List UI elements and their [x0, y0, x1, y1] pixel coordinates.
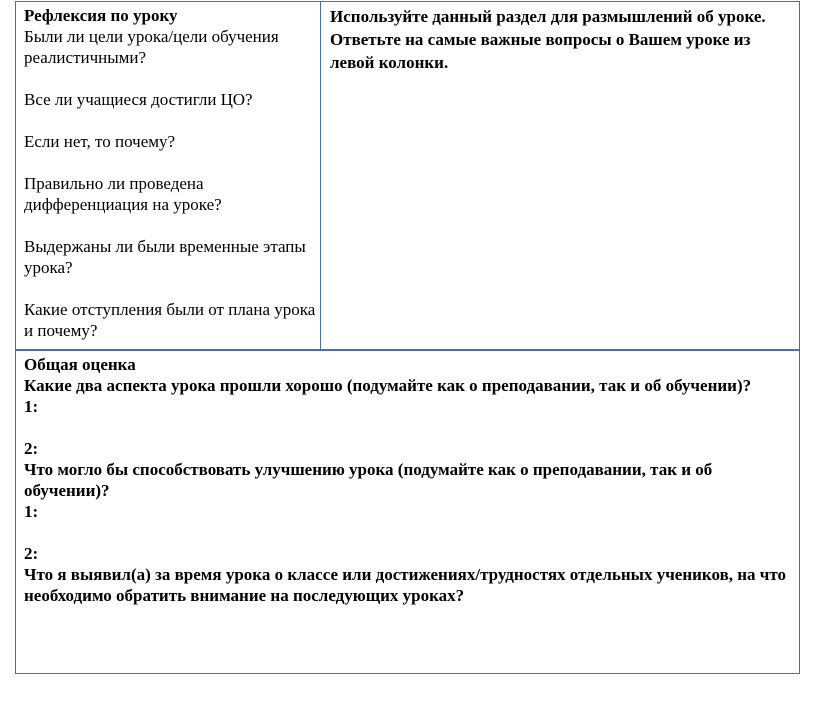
reflection-questions-cell — [16, 2, 321, 349]
reflection-question: Если нет, то почему? — [24, 132, 176, 151]
reflection-table — [15, 1, 800, 674]
reflection-question: Выдержаны ли были временные этапы урока? — [24, 237, 306, 277]
blank-line — [24, 417, 789, 438]
reflection-instruction: Используйте данный раздел для размышлений об уроке. Ответьте на самые важные вопросы о Вашем уроке из левой колонки. — [330, 7, 766, 72]
reflection-question: Были ли цели урока/цели обучения реалистичными? — [24, 27, 279, 67]
answer-slot-2-2: 2: — [24, 544, 39, 563]
answer-slot-1-2: 2: — [24, 439, 39, 458]
reflection-title: Рефлексия по уроку — [24, 6, 178, 25]
reflection-question: Все ли учащиеся достигли ЦО? — [24, 90, 253, 109]
overall-question-2: Что могло бы способствовать улучшению урока (подумайте как о преподавании, так и об обучении)? — [24, 460, 713, 500]
reflection-question: Какие отступления были от плана урока и почему? — [24, 300, 316, 340]
reflection-question: Правильно ли проведена дифференциация на уроке? — [24, 174, 222, 214]
overall-assessment-cell[interactable] — [16, 351, 799, 673]
overall-title: Общая оценка — [24, 355, 136, 374]
reflection-question-list — [24, 26, 320, 341]
answer-slot-1-1: 1: — [24, 397, 39, 416]
blank-line — [24, 522, 789, 543]
reflection-answer-cell[interactable] — [321, 2, 799, 349]
overall-question-1: Какие два аспекта урока прошли хорошо (подумайте как о преподавании, так и об обучении)? — [24, 376, 752, 395]
overall-question-3: Что я выявил(а) за время урока о классе или достижениях/трудностях отдельных учеников, на что необходимо обратить внимание на последующих уроках? — [24, 565, 787, 605]
reflection-row — [16, 2, 799, 351]
answer-slot-2-1: 1: — [24, 502, 39, 521]
